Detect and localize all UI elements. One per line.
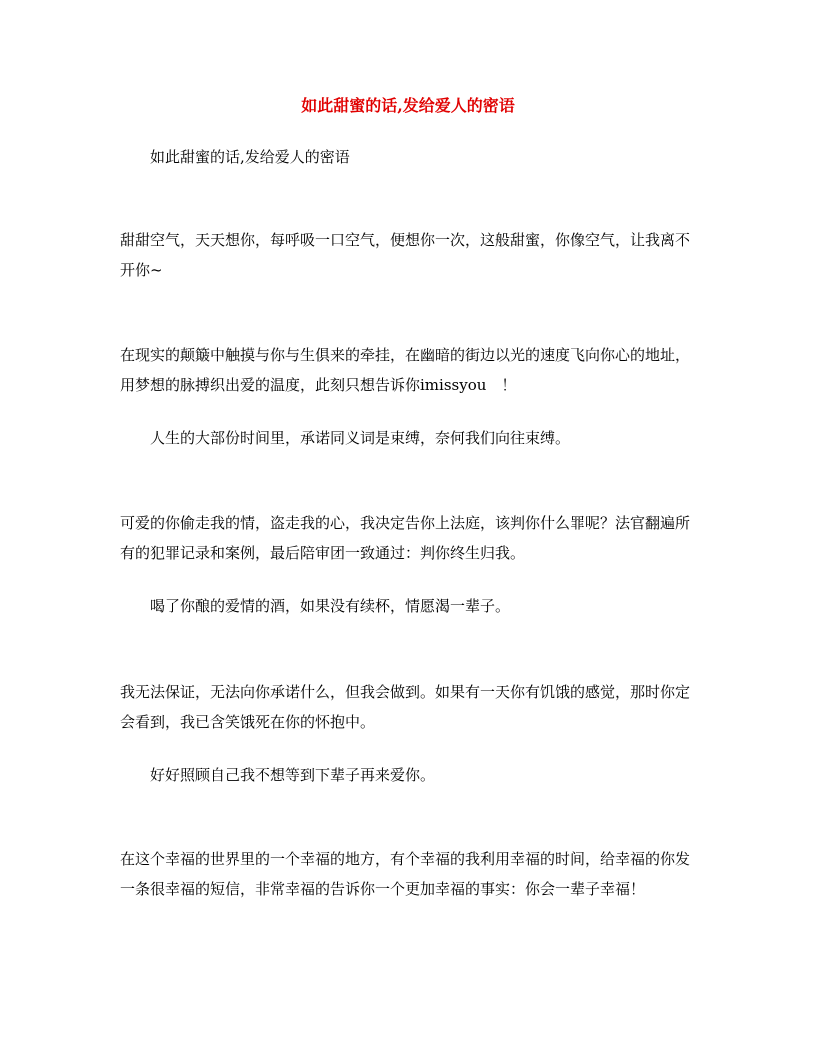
paragraph-court: 可爱的你偷走我的情，盗走我的心，我决定告你上法庭，该判你什么罪呢？法官翻遍所有的犯罪记录和案例，最后陪审团一致通过：判你终生归我。 [120, 514, 691, 562]
paragraph-subtitle: 如此甜蜜的话,发给爱人的密语 [150, 148, 350, 166]
paragraph-promise: 人生的大部份时间里，承诺同义词是束缚，奈何我们向往束缚。 [150, 429, 571, 447]
paragraph-wine: 喝了你酿的爱情的酒，如果没有续杯，情愿渴一辈子。 [150, 597, 511, 615]
paragraph-take-care: 好好照顾自己我不想等到下辈子再来爱你。 [150, 766, 436, 784]
paragraph-happiness: 在这个幸福的世界里的一个幸福的地方，有个幸福的我利用幸福的时间，给幸福的你发一条很幸福的短信，非常幸福的告诉你一个更加幸福的事实：你会一辈子幸福！ [120, 850, 691, 898]
paragraph-reality-bumps: 在现实的颠簸中触摸与你与生俱来的牵挂，在幽暗的街边以光的速度飞向你心的地址，用梦想的脉搏织出爱的温度，此刻只想告诉你imissyou ！ [120, 346, 691, 394]
paragraph-guarantee: 我无法保证，无法向你承诺什么，但我会做到。如果有一天你有饥饿的感觉，那时你定会看到，我已含笑饿死在你的怀抱中。 [120, 683, 691, 731]
paragraph-sweet-air: 甜甜空气，天天想你，每呼吸一口空气，便想你一次，这般甜蜜，你像空气，让我离不开你~ [120, 231, 691, 279]
document-title: 如此甜蜜的话,发给爱人的密语 [301, 96, 515, 115]
